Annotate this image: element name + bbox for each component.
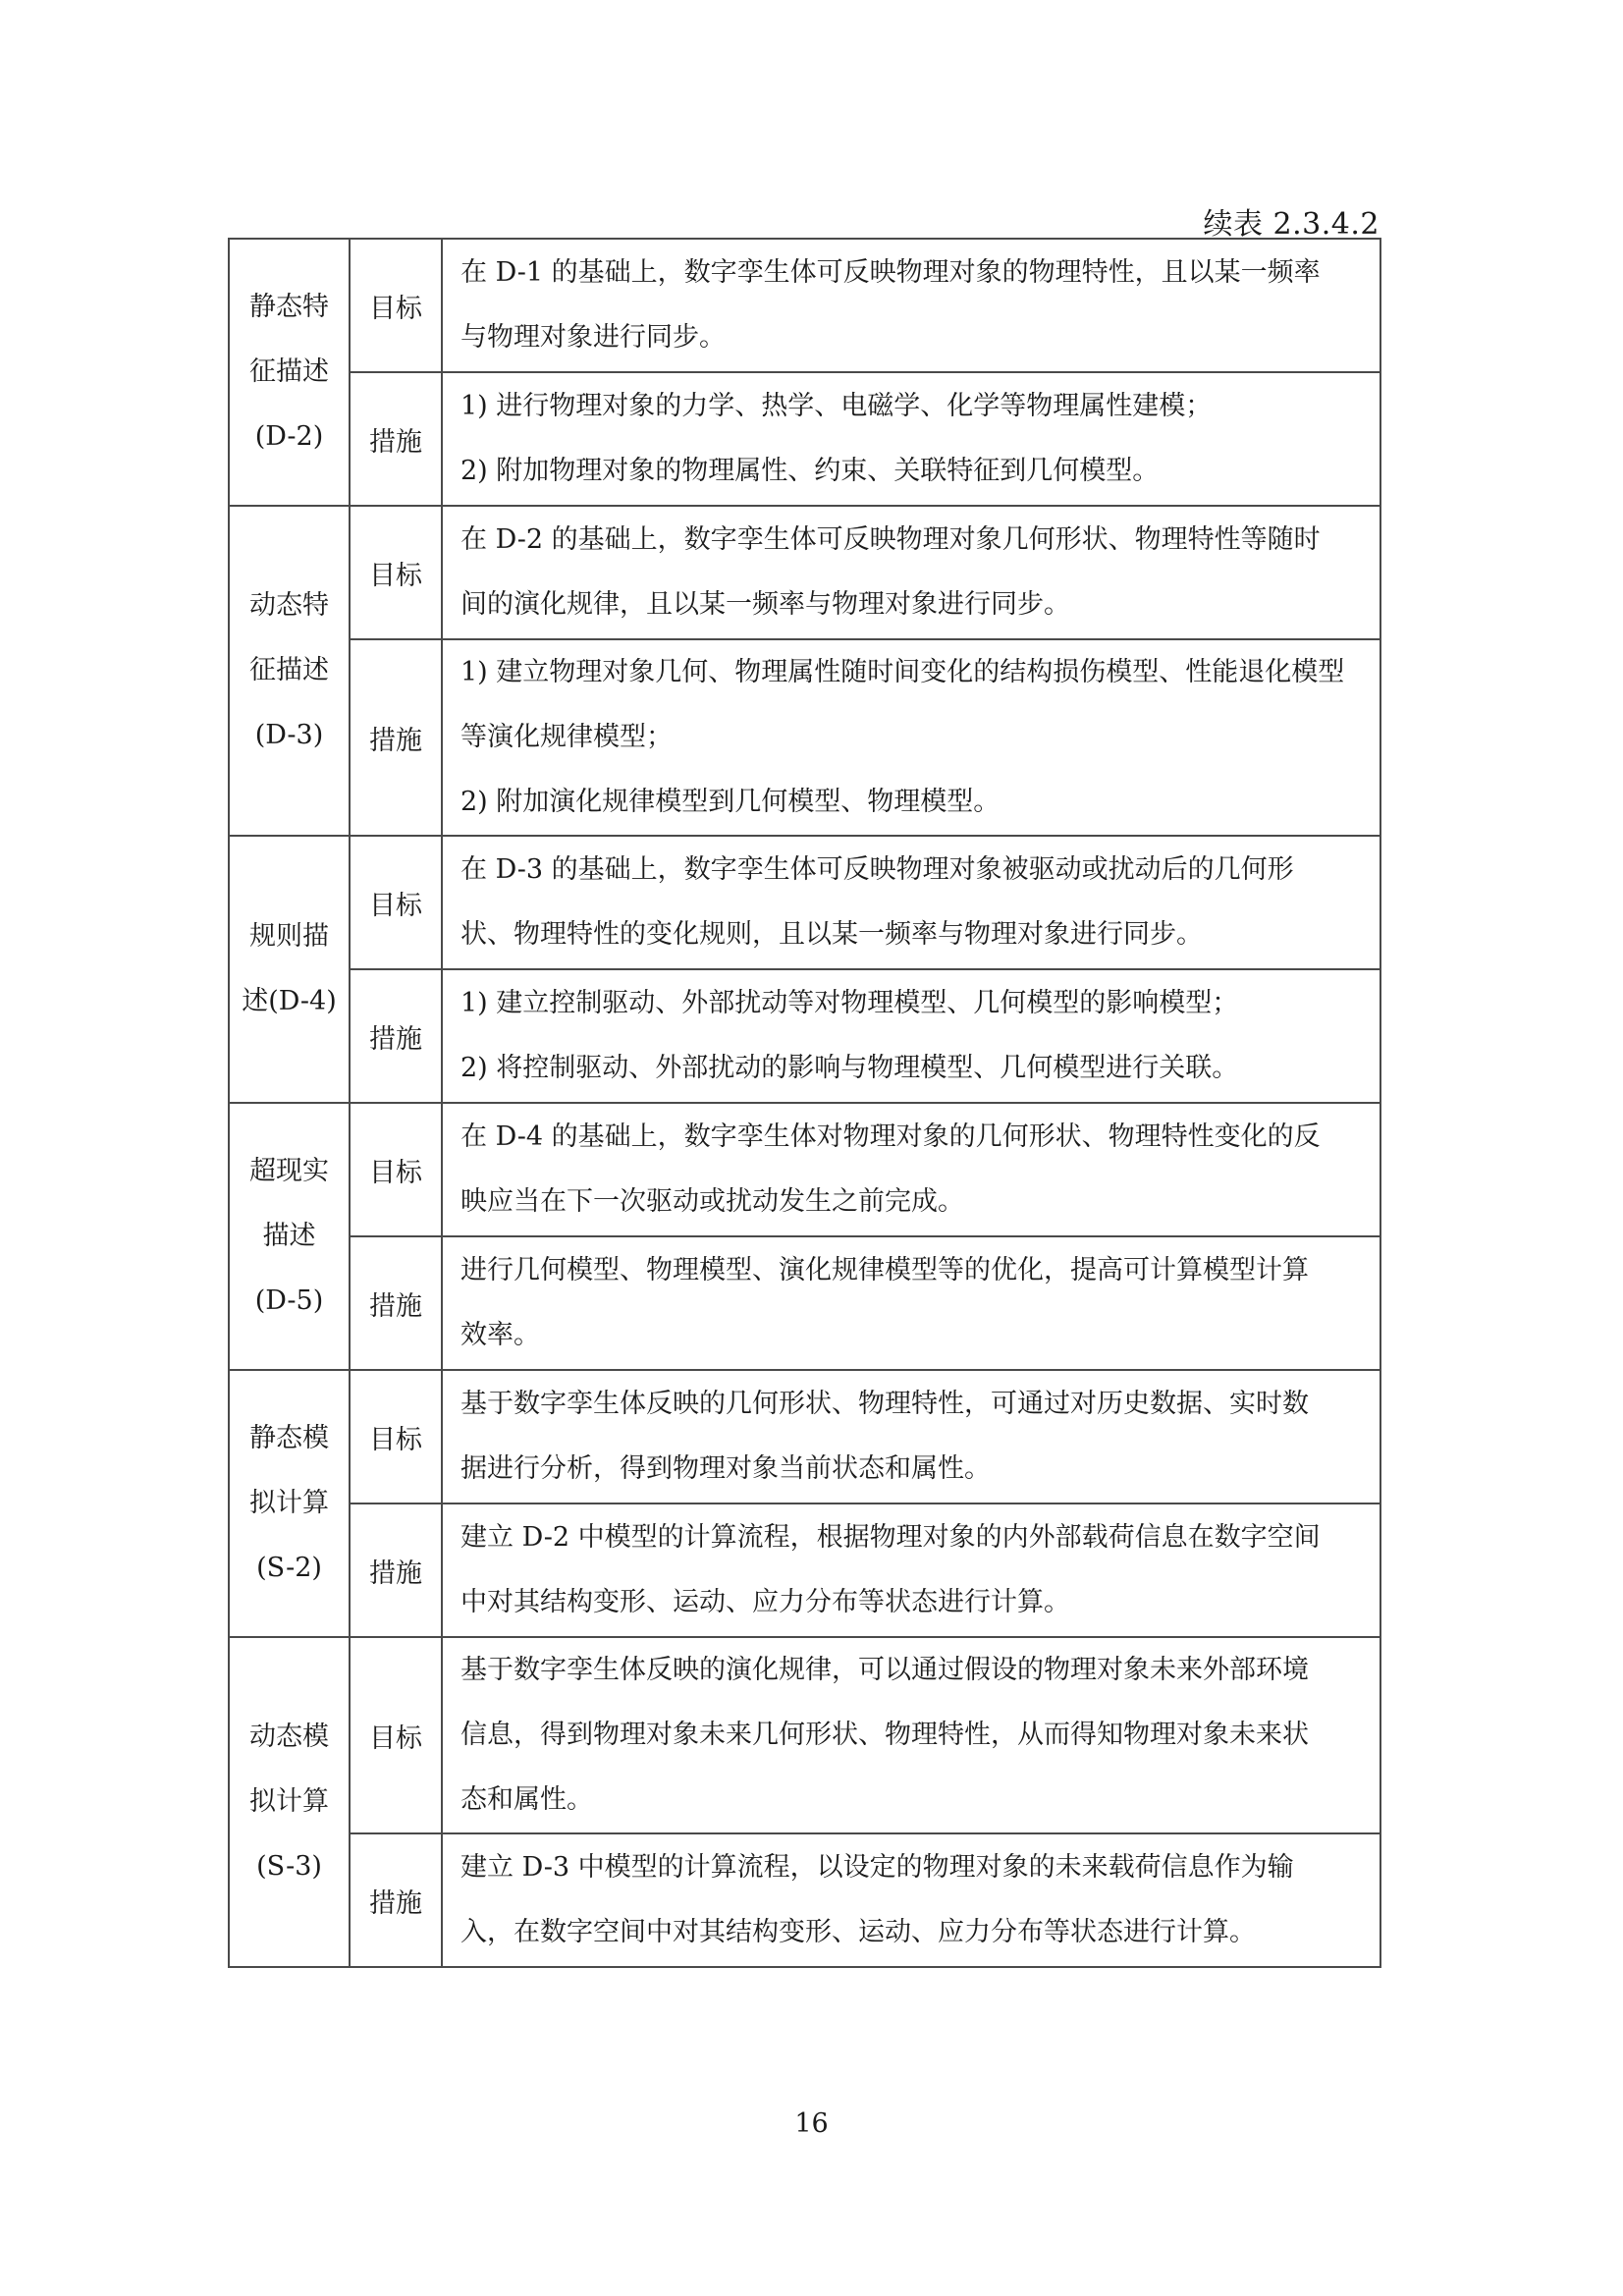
measure-text: 等演化规律模型； <box>460 722 673 752</box>
table-row <box>229 1503 1380 1637</box>
measure-text: 2) 将控制驱动、外部扰动的影响与物理模型、几何模型进行关联。 <box>460 1053 1239 1083</box>
measure-text: 1) 建立物理对象几何、物理属性随时间变化的结构损伤模型、性能退化模型 <box>460 657 1345 687</box>
category-cell <box>229 1103 350 1370</box>
category-text: 征描述 <box>249 655 329 685</box>
category-text: (D-5) <box>254 1285 324 1316</box>
category-text: 超现实 <box>249 1156 329 1186</box>
goal-cell <box>442 836 1380 969</box>
goal-cell <box>442 506 1380 639</box>
measure-text: 1) 进行物理对象的力学、热学、电磁学、化学等物理属性建模； <box>460 391 1213 421</box>
table-row <box>229 372 1380 506</box>
category-text: (S-3) <box>256 1851 322 1882</box>
goal-label: 目标 <box>350 239 442 372</box>
category-text: 拟计算 <box>249 1786 329 1817</box>
table-row <box>229 639 1380 836</box>
category-cell <box>229 239 350 506</box>
table-row <box>229 1637 1380 1833</box>
measure-label: 措施 <box>350 1236 442 1370</box>
measure-text: 建立 D-2 中模型的计算流程，根据物理对象的内外部载荷信息在数字空间 <box>460 1522 1321 1553</box>
measure-label: 措施 <box>350 1503 442 1637</box>
goal-text: 状、物理特性的变化规则，且以某一频率与物理对象进行同步。 <box>460 919 1203 950</box>
category-text: 静态模 <box>249 1423 329 1453</box>
measure-text: 进行几何模型、物理模型、演化规律模型等的优化，提高可计算模型计算 <box>460 1255 1309 1285</box>
measure-text: 2) 附加演化规律模型到几何模型、物理模型。 <box>460 787 1001 817</box>
category-cell <box>229 1370 350 1637</box>
measure-label: 措施 <box>350 969 442 1103</box>
table-row <box>229 239 1380 372</box>
measure-label: 措施 <box>350 639 442 836</box>
category-cell <box>229 1637 350 1967</box>
goal-text: 据进行分析，得到物理对象当前状态和属性。 <box>460 1453 991 1484</box>
category-text: 征描述 <box>249 356 329 387</box>
category-cell <box>229 506 350 836</box>
goal-cell <box>442 1370 1380 1503</box>
table-row <box>229 1370 1380 1503</box>
goal-text: 基于数字孪生体反映的演化规律，可以通过假设的物理对象未来外部环境 <box>460 1655 1309 1685</box>
measure-label: 措施 <box>350 372 442 506</box>
measure-text: 2) 附加物理对象的物理属性、约束、关联特征到几何模型。 <box>460 456 1160 486</box>
table-row <box>229 1833 1380 1967</box>
goal-text: 在 D-1 的基础上，数字孪生体可反映物理对象的物理特性，且以某一频率 <box>460 257 1321 288</box>
category-text: (D-3) <box>254 720 324 750</box>
page-number: 16 <box>794 2108 829 2139</box>
goal-text: 基于数字孪生体反映的几何形状、物理特性，可通过对历史数据、实时数 <box>460 1389 1309 1419</box>
goal-text: 间的演化规律，且以某一频率与物理对象进行同步。 <box>460 589 1070 620</box>
goal-label: 目标 <box>350 1637 442 1833</box>
measure-label: 措施 <box>350 1833 442 1967</box>
goal-text: 映应当在下一次驱动或扰动发生之前完成。 <box>460 1186 964 1217</box>
capability-table <box>228 238 1381 1968</box>
category-text: 规则描 <box>249 921 329 952</box>
goal-label: 目标 <box>350 1370 442 1503</box>
measure-cell <box>442 1833 1380 1967</box>
measure-cell <box>442 1236 1380 1370</box>
goal-text: 与物理对象进行同步。 <box>460 322 726 353</box>
measure-cell <box>442 372 1380 506</box>
measure-cell <box>442 639 1380 836</box>
goal-cell <box>442 1103 1380 1236</box>
category-text: 动态特 <box>249 590 329 621</box>
table-caption: 续表 2.3.4.2 <box>1203 207 1380 242</box>
category-text: 静态特 <box>249 292 329 322</box>
goal-cell <box>442 239 1380 372</box>
goal-cell <box>442 1637 1380 1833</box>
measure-text: 中对其结构变形、运动、应力分布等状态进行计算。 <box>460 1587 1070 1617</box>
table-row <box>229 506 1380 639</box>
goal-label: 目标 <box>350 836 442 969</box>
goal-text: 在 D-4 的基础上，数字孪生体对物理对象的几何形状、物理特性变化的反 <box>460 1121 1321 1152</box>
measure-text: 建立 D-3 中模型的计算流程，以设定的物理对象的未来载荷信息作为输 <box>460 1852 1294 1883</box>
measure-text: 1) 建立控制驱动、外部扰动等对物理模型、几何模型的影响模型； <box>460 988 1239 1018</box>
goal-text: 态和属性。 <box>460 1784 593 1815</box>
table-row <box>229 836 1380 969</box>
measure-text: 效率。 <box>460 1320 540 1350</box>
goal-label: 目标 <box>350 506 442 639</box>
category-text: 拟计算 <box>249 1488 329 1518</box>
measure-cell <box>442 1503 1380 1637</box>
table-row <box>229 969 1380 1103</box>
category-text: (D-2) <box>254 421 324 452</box>
measure-cell <box>442 969 1380 1103</box>
category-text: (S-2) <box>256 1553 322 1583</box>
table-row <box>229 1236 1380 1370</box>
goal-text: 信息，得到物理对象未来几何形状、物理特性，从而得知物理对象未来状 <box>460 1720 1309 1750</box>
goal-text: 在 D-3 的基础上，数字孪生体可反映物理对象被驱动或扰动后的几何形 <box>460 854 1294 885</box>
category-text: 述(D-4) <box>242 986 337 1016</box>
goal-label: 目标 <box>350 1103 442 1236</box>
goal-text: 在 D-2 的基础上，数字孪生体可反映物理对象几何形状、物理特性等随时 <box>460 524 1321 555</box>
category-cell <box>229 836 350 1103</box>
category-text: 动态模 <box>249 1722 329 1752</box>
category-text: 描述 <box>262 1221 316 1251</box>
table-row <box>229 1103 1380 1236</box>
measure-text: 入，在数字空间中对其结构变形、运动、应力分布等状态进行计算。 <box>460 1917 1256 1947</box>
